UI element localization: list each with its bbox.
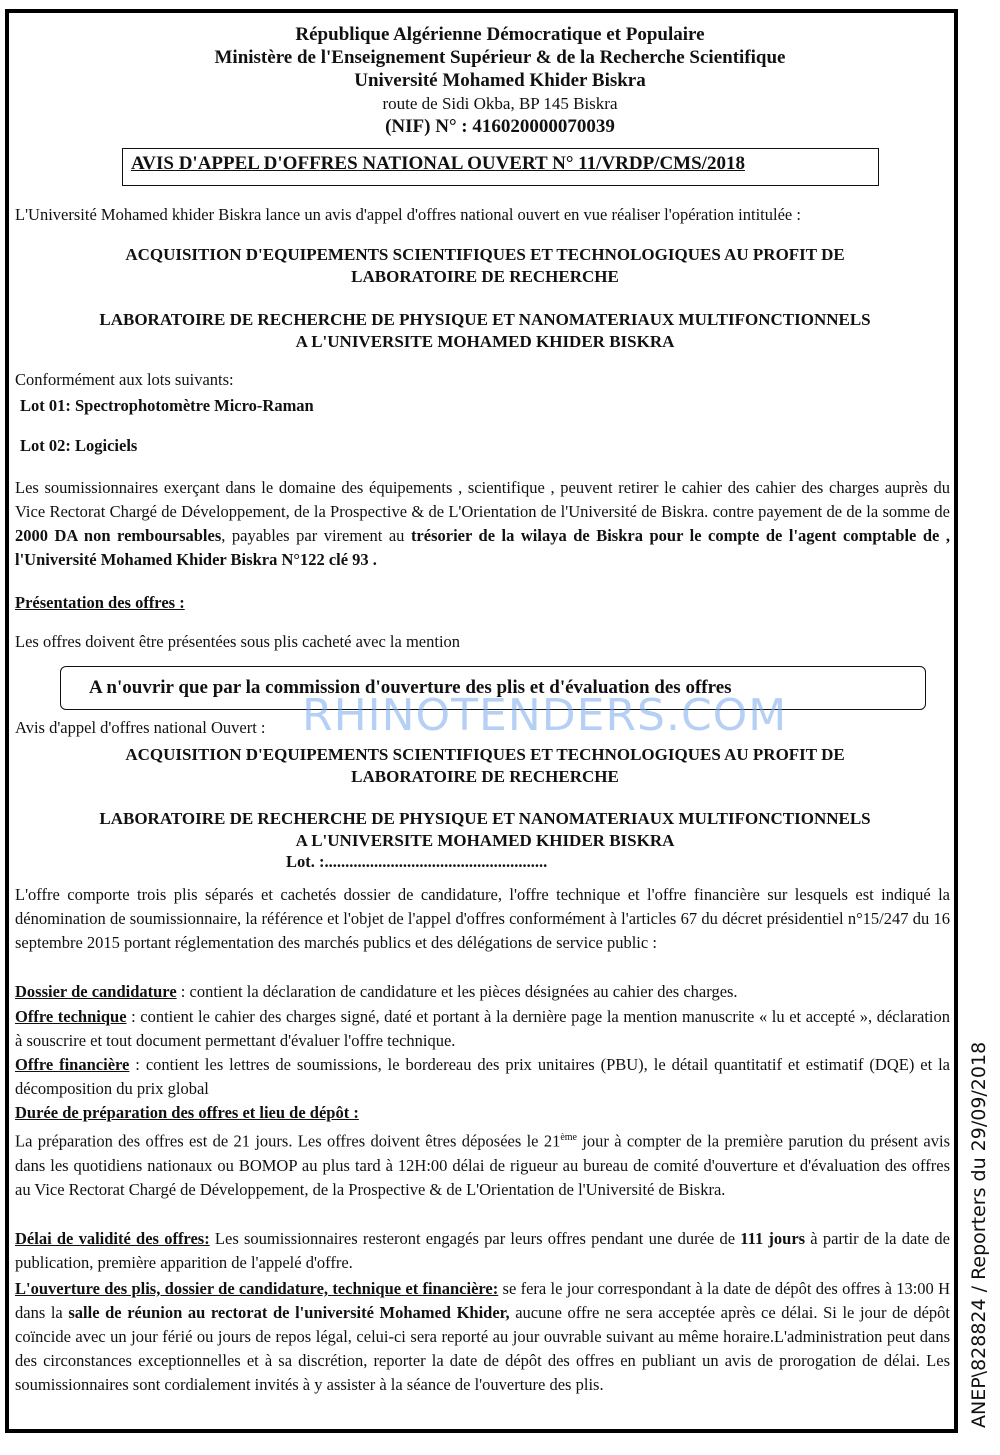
laboratory-title-line1: LABORATOIRE DE RECHERCHE DE PHYSIQUE ET NANOMATERIAUX MULTIFONCTIONNELS (99, 310, 871, 329)
dossier-paragraph (15, 980, 950, 1004)
operation-title-repeat (20, 744, 950, 788)
notice-title: AVIS D'APPEL D'OFFRES NATIONAL OUVERT N° 11/VRDP/CMS/2018 (131, 153, 745, 174)
laboratory-title (20, 309, 950, 353)
financiere-label: Offre financière (15, 1055, 130, 1074)
ouverture-paragraph (15, 1277, 950, 1397)
operation-title-repeat-line2: LABORATOIRE DE RECHERCHE (351, 767, 619, 786)
financiere-text: : contient les lettres de soumissions, le bordereau des prix unitaires (PBU), le détail quantitatif et estimatif (DQE) et la décomposition du prix global (15, 1055, 950, 1098)
technique-label: Offre technique (15, 1007, 127, 1026)
validite-text: Les soumissionnaires resteront engagés par leurs offres pendant une durée de (209, 1229, 741, 1248)
operation-title (20, 244, 950, 288)
notice-title-box (122, 148, 879, 186)
operation-title-repeat-line1: ACQUISITION D'EQUIPEMENTS SCIENTIFIQUES ET TECHNOLOGIQUES AU PROFIT DE (125, 745, 845, 764)
ouverture-label: L'ouverture des plis, dossier de candidature, technique et financière: (15, 1279, 499, 1298)
validite-label: Délai de validité des offres: (15, 1229, 210, 1248)
laboratory-title-line2: A L'UNIVERSITE MOHAMED KHIDER BISKRA (295, 332, 675, 351)
dossier-text: : contient la déclaration de candidature et les pièces désignées au cahier des charges. (176, 982, 738, 1001)
header-address: route de Sidi Okba, BP 145 Biskra (382, 94, 618, 113)
intro-paragraph: L'Université Mohamed khider Biskra lance un avis d'appel d'offres national ouvert en vue réaliser l'opération intitulée : (15, 205, 801, 224)
laboratory-title-repeat (20, 808, 950, 852)
offer-contents-paragraph: L'offre comporte trois plis séparés et cachetés dossier de candidature, l'offre technique et l'offre financière sur lesquels est indiqué la dénomination de soumissionnaire, la référence et l'objet de l'appel d'offres conformément à l'articles 67 du décret présidentiel n°15/247 du 16 septembre 2015 portant réglementation des marchés publics et des délégations de service public : (15, 885, 950, 952)
presentation-heading: Présentation des offres : (15, 593, 185, 612)
lot-01: Lot 01: Spectrophotomètre Micro-Raman (20, 396, 314, 415)
watermark: RHINOTENDERS.COM (302, 690, 788, 741)
header-republic: République Algérienne Démocratique et Populaire (295, 24, 705, 45)
document-header (0, 24, 1000, 139)
dossier-label: Dossier de candidature (15, 982, 177, 1001)
validite-paragraph (15, 1227, 950, 1275)
technique-text: : contient le cahier des charges signé, daté et portant à la dernière page la mention manuscrite « lu et accepté », déclaration à souscrire et tout document permettant d'évaluer l'offre technique. (15, 1007, 950, 1050)
withdrawal-account: trésorier de la wilaya de Biskra pour le compte de l'agent comptable de , l'Université Mohamed Khider Biskra N°122 clé 93 . (15, 526, 950, 569)
ouverture-text-2: aucune offre ne sera acceptée après ce délai. Si le jour de dépôt coïncide avec un jour férié ou jours de repos légal, celui-ci sera reporté au jour ouvrable suivant au même horaire.L'administration peut dans des circonstances exceptionnelles et à sa discrétion, reporter la date de dépôt des offres en publiant un avis de prorogation de délai. Les soumissionnaires sont cordialement invités à y assister à la séance de l'ouverture des plis. (15, 1303, 950, 1394)
header-ministry: Ministère de l'Enseignement Supérieur & de la Recherche Scientifique (214, 47, 786, 68)
header-university: Université Mohamed Khider Biskra (354, 70, 646, 91)
operation-title-line2: LABORATOIRE DE RECHERCHE (351, 267, 619, 286)
withdrawal-paragraph (15, 476, 950, 572)
withdrawal-text-2: , payables par virement au (221, 526, 411, 545)
laboratory-title-repeat-line1: LABORATOIRE DE RECHERCHE DE PHYSIQUE ET NANOMATERIAUX MULTIFONCTIONNELS (99, 809, 871, 828)
laboratory-title-repeat-line2: A L'UNIVERSITE MOHAMED KHIDER BISKRA (295, 831, 675, 850)
withdrawal-text: Les soumissionnaires exerçant dans le domaine des équipements , scientifique , peuvent retirer le cahier des cahier des charges auprès du Vice Rectorat Chargé de Développement, de la Prospective & de L'Orientation de l'Université de Biskra. contre payement de de la somme de (15, 478, 950, 521)
validite-days: 111 jours (740, 1229, 806, 1248)
lot-line: Lot. :...................................................... (286, 852, 548, 871)
financiere-paragraph (15, 1053, 950, 1101)
technique-paragraph (15, 1005, 950, 1053)
withdrawal-amount: 2000 DA non remboursables (15, 526, 222, 545)
presentation-text: Les offres doivent être présentées sous plis cacheté avec la mention (15, 632, 461, 651)
header-nif: (NIF) N° : 416020000070039 (385, 116, 615, 137)
duree-text: La préparation des offres est de 21 jours. Les offres doivent êtres déposées le 21 (15, 1131, 561, 1151)
duree-paragraph (15, 1126, 950, 1202)
avis-line: Avis d'appel d'offres national Ouvert : (15, 718, 266, 737)
duree-text-2: jour à compter de la première parution du présent avis dans les quotidiens nationaux ou BOMOP au plus tard à 12H:00 délai de rigueur au bureau de comité d'ouverture et d'évaluation des offres au Vice Rectorat Chargé de Développement, de la Prospective & de L'Orientation de l'Université de Biskra. (15, 1131, 950, 1199)
duree-sup: ème (560, 1132, 577, 1143)
validite-text-2: à partir de la date de publication, première apparition de l'appelé d'offre. (15, 1229, 950, 1272)
duree-heading: Durée de préparation des offres et lieu de dépôt : (15, 1103, 359, 1122)
operation-title-line1: ACQUISITION D'EQUIPEMENTS SCIENTIFIQUES ET TECHNOLOGIQUES AU PROFIT DE (125, 245, 845, 264)
ouverture-text: se fera le jour correspondant à la date de dépôt des offres à 13:00 H dans la (15, 1279, 950, 1322)
side-reference: ANEP\828824 / Reporters du 29/09/2018 (968, 1041, 990, 1428)
lot-02: Lot 02: Logiciels (20, 436, 138, 455)
lots-intro: Conformément aux lots suivants: (15, 370, 234, 389)
ouverture-place: salle de réunion au rectorat de l'université Mohamed Khider, (68, 1303, 510, 1322)
mention-text: A n'ouvrir que par la commission d'ouverture des plis et d'évaluation des offres (89, 677, 732, 698)
